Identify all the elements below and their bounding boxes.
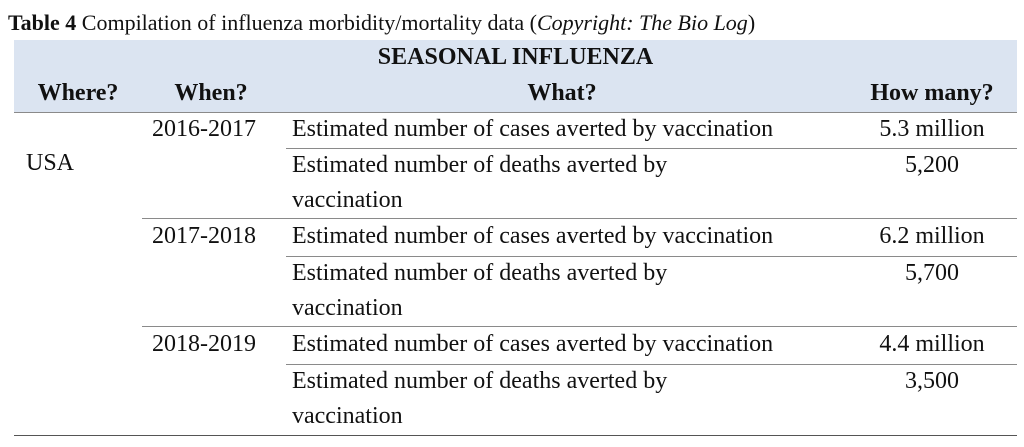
- what-cell-continuation: vaccination: [292, 187, 403, 213]
- what-cell-continuation: vaccination: [292, 403, 403, 429]
- how-many-cell: 5,200: [905, 152, 959, 178]
- what-cell: Estimated number of cases averted by vaccination: [292, 223, 774, 249]
- when-cell: 2016-2017: [152, 116, 256, 142]
- what-cell: Estimated number of deaths averted by: [292, 368, 668, 394]
- what-cell: Estimated number of deaths averted by: [292, 152, 668, 178]
- what-cell-continuation: vaccination: [292, 295, 403, 321]
- how-many-cell: 4.4 million: [879, 331, 985, 357]
- column-header-where: Where?: [37, 80, 119, 106]
- caption-close: ): [747, 10, 756, 35]
- how-many-cell: 5.3 million: [879, 116, 985, 142]
- how-many-cell: 6.2 million: [879, 223, 985, 249]
- caption-label: Table 4: [8, 10, 77, 35]
- caption-text: Compilation of influenza morbidity/mortality data (: [76, 10, 537, 35]
- what-cell: Estimated number of deaths averted by: [292, 260, 668, 286]
- table-bottom-rule: [14, 435, 1017, 436]
- what-cell: Estimated number of cases averted by vaccination: [292, 331, 774, 357]
- influenza-table: [14, 40, 1017, 436]
- column-header-what: What?: [527, 80, 597, 106]
- what-cell: Estimated number of cases averted by vaccination: [292, 116, 774, 142]
- group-header: SEASONAL INFLUENZA: [377, 44, 654, 70]
- how-many-cell: 3,500: [905, 368, 959, 394]
- column-header-when: When?: [174, 80, 248, 106]
- how-many-cell: 5,700: [905, 260, 959, 286]
- when-cell: 2017-2018: [152, 223, 256, 249]
- column-header-how-many: How many?: [870, 80, 994, 106]
- where-cell: USA: [26, 150, 75, 176]
- when-cell: 2018-2019: [152, 331, 256, 357]
- table-caption: [8, 9, 755, 37]
- caption-source: Copyright: The Bio Log: [536, 10, 748, 35]
